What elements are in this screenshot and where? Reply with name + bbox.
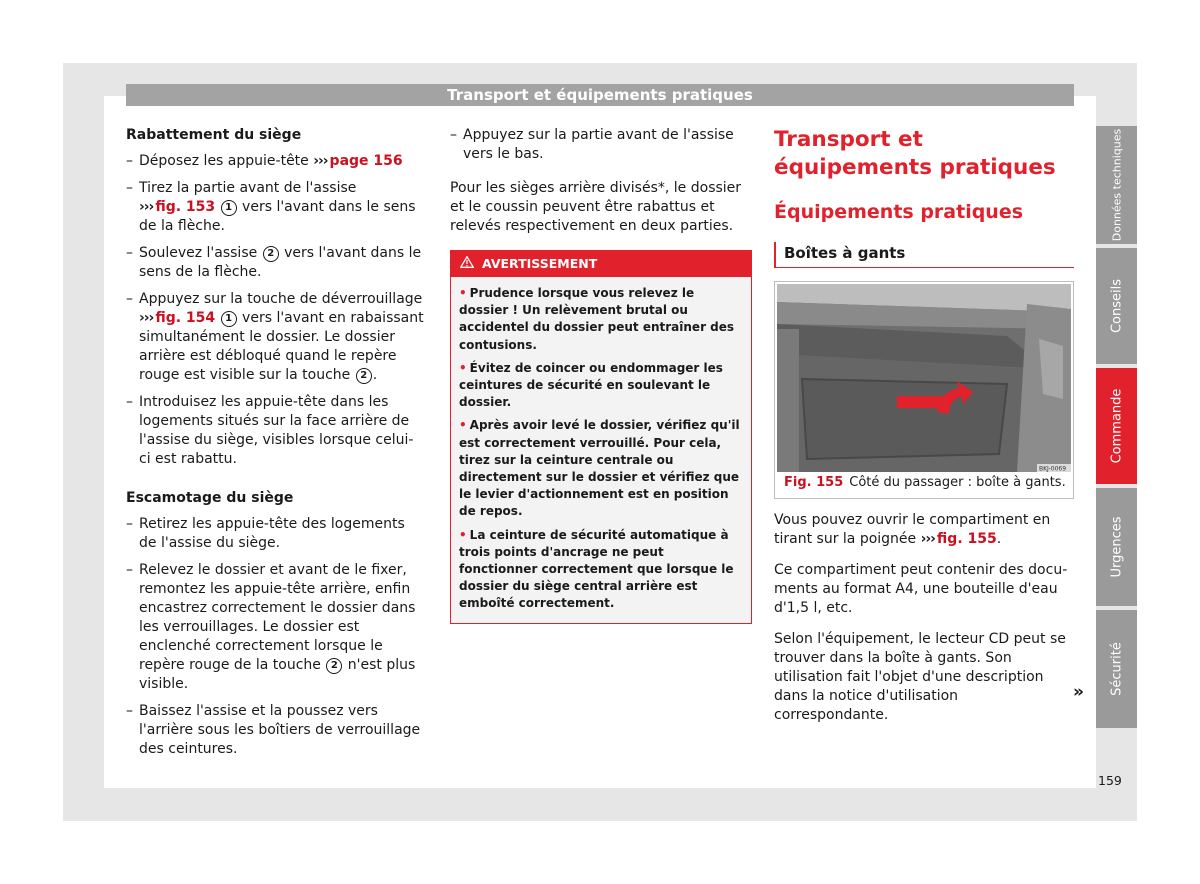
list-item: – Soulevez l'assise 2 vers l'avant dans le sens de la flèche. [126,245,422,280]
tab-securite[interactable]: Sécurité [1096,610,1137,728]
tab-commande[interactable]: Commande [1096,368,1137,484]
list-item: – Appuyez sur la touche de déverrouillage ››› fig. 154 1 vers l'avant en rabaissant simultanément le dossier. Le dossier arrière est débloqué quand le repère rouge est visible sur la touche 2 . [126,291,424,383]
page-header: Transport et équipements pratiques [126,84,1074,106]
paragraph: Ce compartiment peut contenir des documents au format A4, une bouteille d'eau d'1,5 l, etc. [774,562,1068,616]
svg-text:BKJ-0069: BKJ-0069 [1039,465,1067,472]
warning-item: • La ceinture de sécurité automatique à trois points d'ancrage ne peut fonctionner correctement que lorsque le dossier du siège central arrière est emboîté correctement. [459,527,734,611]
glovebox-illustration [777,284,1071,472]
callout-number: 2 [263,246,279,262]
list-item: – Appuyez sur la partie avant de l'assise vers le bas. [450,127,734,162]
list-item: – Baissez l'assise et la poussez vers l'arrière sous les boîtiers de verrouillage des ceintures. [126,703,421,757]
paragraph: Vous pouvez ouvrir le compartiment en tirant sur la poignée ››› fig. 155. [774,512,1051,547]
figure-155 [774,281,1074,499]
paragraph: Pour les sièges arrière divisés*, le dossier et le coussin peuvent être rabattus et relevés respectivement en deux parties. [450,180,742,234]
list-item: – Tirez la partie avant de l'assise ››› fig. 153 1 vers l'avant dans le sens de la flèche. [126,180,416,234]
continue-arrow-icon: » [1073,682,1084,702]
tab-conseils[interactable]: Conseils [1096,248,1137,364]
page-link[interactable]: ››› page 156 [313,153,403,169]
warning-header [451,251,751,277]
warning-triangle-icon [460,251,474,277]
page-number: 159 [1098,773,1122,788]
figure-link[interactable]: ››› fig. 155 [920,531,997,547]
list-item: – Retirez les appuie-tête des logements de l'assise du siège. [126,516,405,551]
tab-urgences[interactable]: Urgences [1096,488,1137,606]
section-title-escamotage: Escamotage du siège [126,490,294,506]
section-title-rabattement: Rabattement du siège [126,127,302,143]
figure-caption: Fig. 155 Côté du passager : boîte à gants. [784,475,1066,490]
warning-body [451,277,751,623]
warning-title: AVERTISSEMENT [482,256,598,271]
warning-item: • Après avoir levé le dossier, vérifiez qu'il est correctement verrouillé. Pour cela, tirez sur la ceinture centrale ou directement sur le dossier et vérifiez que le levier d'actionnement est en position de repos. [459,418,740,519]
callout-number: 2 [326,658,342,674]
warning-item: • Évitez de coincer ou endommager les ceintures de sécurité en soulevant le dossier. [459,360,723,410]
callout-number: 1 [221,311,237,327]
warning-item: • Prudence lorsque vous relevez le dossier ! Un relèvement brutal ou accidentel du dossier peut entraîner des contusions. [459,286,735,352]
column-left [126,126,424,767]
chapter-title: Transport et équipements pratiques [774,127,1056,180]
tab-donnees-techniques[interactable]: Données techniques [1096,126,1137,244]
list-item: – Déposez les appuie-tête ››› page 156 [126,153,403,169]
list-item: – Introduisez les appuie-tête dans les logements situés sur la face arrière de l'assise du siège, visibles lorsque celui-ci est rabattu. [126,394,414,467]
callout-number: 2 [356,368,372,384]
paragraph: Selon l'équipement, le lecteur CD peut se trouver dans la boîte à gants. Son utilisation fait l'objet d'une description dans la notice d'utilisation correspondante. [774,631,1066,723]
figure-link[interactable]: ››› fig. 153 [139,199,216,215]
list-item: – Relevez le dossier et avant de le fixer, remontez les appuie-tête arrière, enfin encastrez correctement le dossier dans les verrouillages. Le dossier est enclenché correctement lorsque le repère rouge de la touche 2 n'est plus visible. [126,562,416,692]
column-right [774,126,1074,725]
callout-number: 1 [221,200,237,216]
subsection-title: Boîtes à gants [774,242,1074,268]
figure-link[interactable]: ››› fig. 154 [139,310,216,326]
section-title: Équipements pratiques [774,201,1024,223]
warning-box [450,250,752,624]
column-middle [450,126,752,624]
figure-label: Fig. 155 [784,475,844,490]
